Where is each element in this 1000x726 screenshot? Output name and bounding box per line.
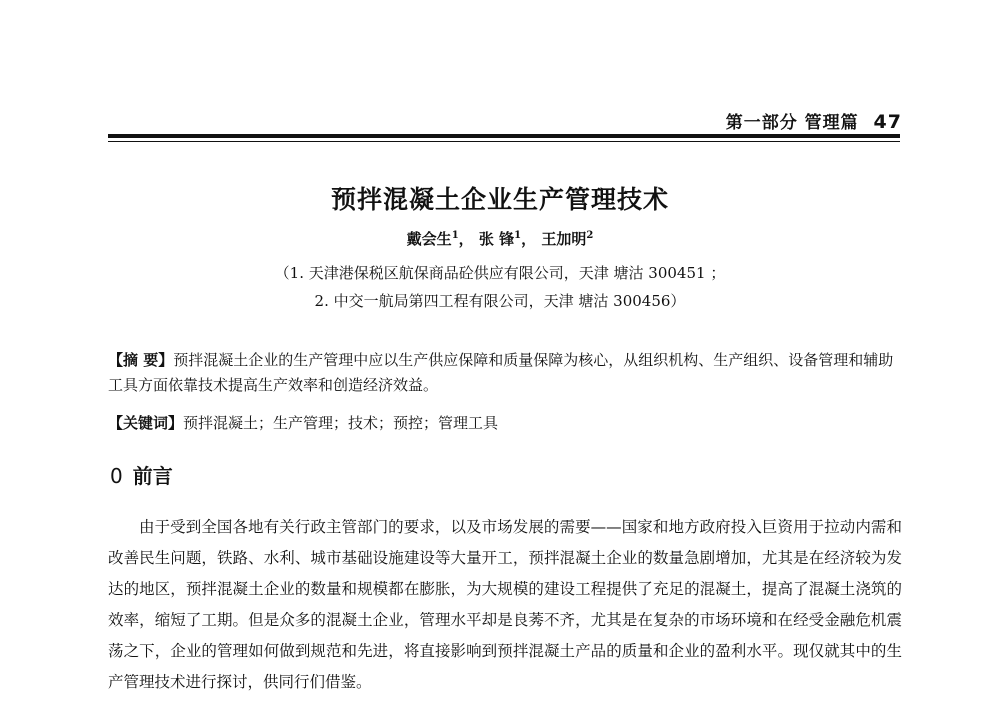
header-rule-thin [108,141,900,142]
paper-title: 预拌混凝土企业生产管理技术 [330,185,669,214]
author-affil-mark: 2 [586,230,594,241]
section-heading [110,460,173,489]
abstract-text: 预拌混凝土企业的生产管理中应以生产供应保障和质量保障为核心，从组织机构、生产组织、设备管理和辅助工具方面依靠技术提高生产效率和创造经济效益。 [108,351,894,394]
body-paragraph: 由于受到全国各地有关行政主管部门的要求，以及市场发展的需要——国家和地方政府投入巨资用于拉动内需和改善民生问题，铁路、水利、城市基础设施建设等大量开工，预拌混凝土企业的数量急剧增加，尤其是在经济较为发达的地区，预拌混凝土企业的数量和规模都在膨胀，为大规模的建设工程提供了充足的混凝土，提高了混凝土浇筑的效率，缩短了工期。但是众多的混凝土企业，管理水平却是良莠不齐，尤其是在复杂的市场环境和在经受金融危机震荡之下，企业的管理如何做到规范和先进，将直接影响到预拌混凝土产品的质量和企业的盈利水平。现仅就其中的生产管理技术进行探讨，供同行们借鉴。 [108,518,902,691]
author-affil-mark: 1 [514,230,522,241]
author-list: 戴会生$^1$， 张 锋$^1$， 王加明$^2$ [406,230,594,248]
author-name: 戴会生 [406,230,452,248]
author-name: 张 锋 [478,230,515,248]
author-name: 王加明 [541,230,587,248]
author-affil-mark: 1 [451,230,459,241]
page-number: 47 [873,111,902,133]
header-rule-thick [108,134,900,138]
abstract [108,348,902,398]
section-title: 前言 [132,464,173,488]
running-header [726,108,902,133]
keywords-label: 【关键词】 [108,414,184,432]
keywords-text: 预拌混凝土；生产管理；技术；预控；管理工具 [183,414,499,432]
section-number: 0 [110,464,123,488]
header-section-label: 第一部分 管理篇 [725,113,859,133]
keywords [108,412,902,433]
abstract-label: 【摘 要】 [108,351,174,369]
affiliation-line: （1. 天津港保税区航保商品砼供应有限公司，天津 塘沽 300451 ； [274,264,726,282]
affiliation-line: 2. 中交一航局第四工程有限公司，天津 塘沽 300456） [314,292,686,310]
